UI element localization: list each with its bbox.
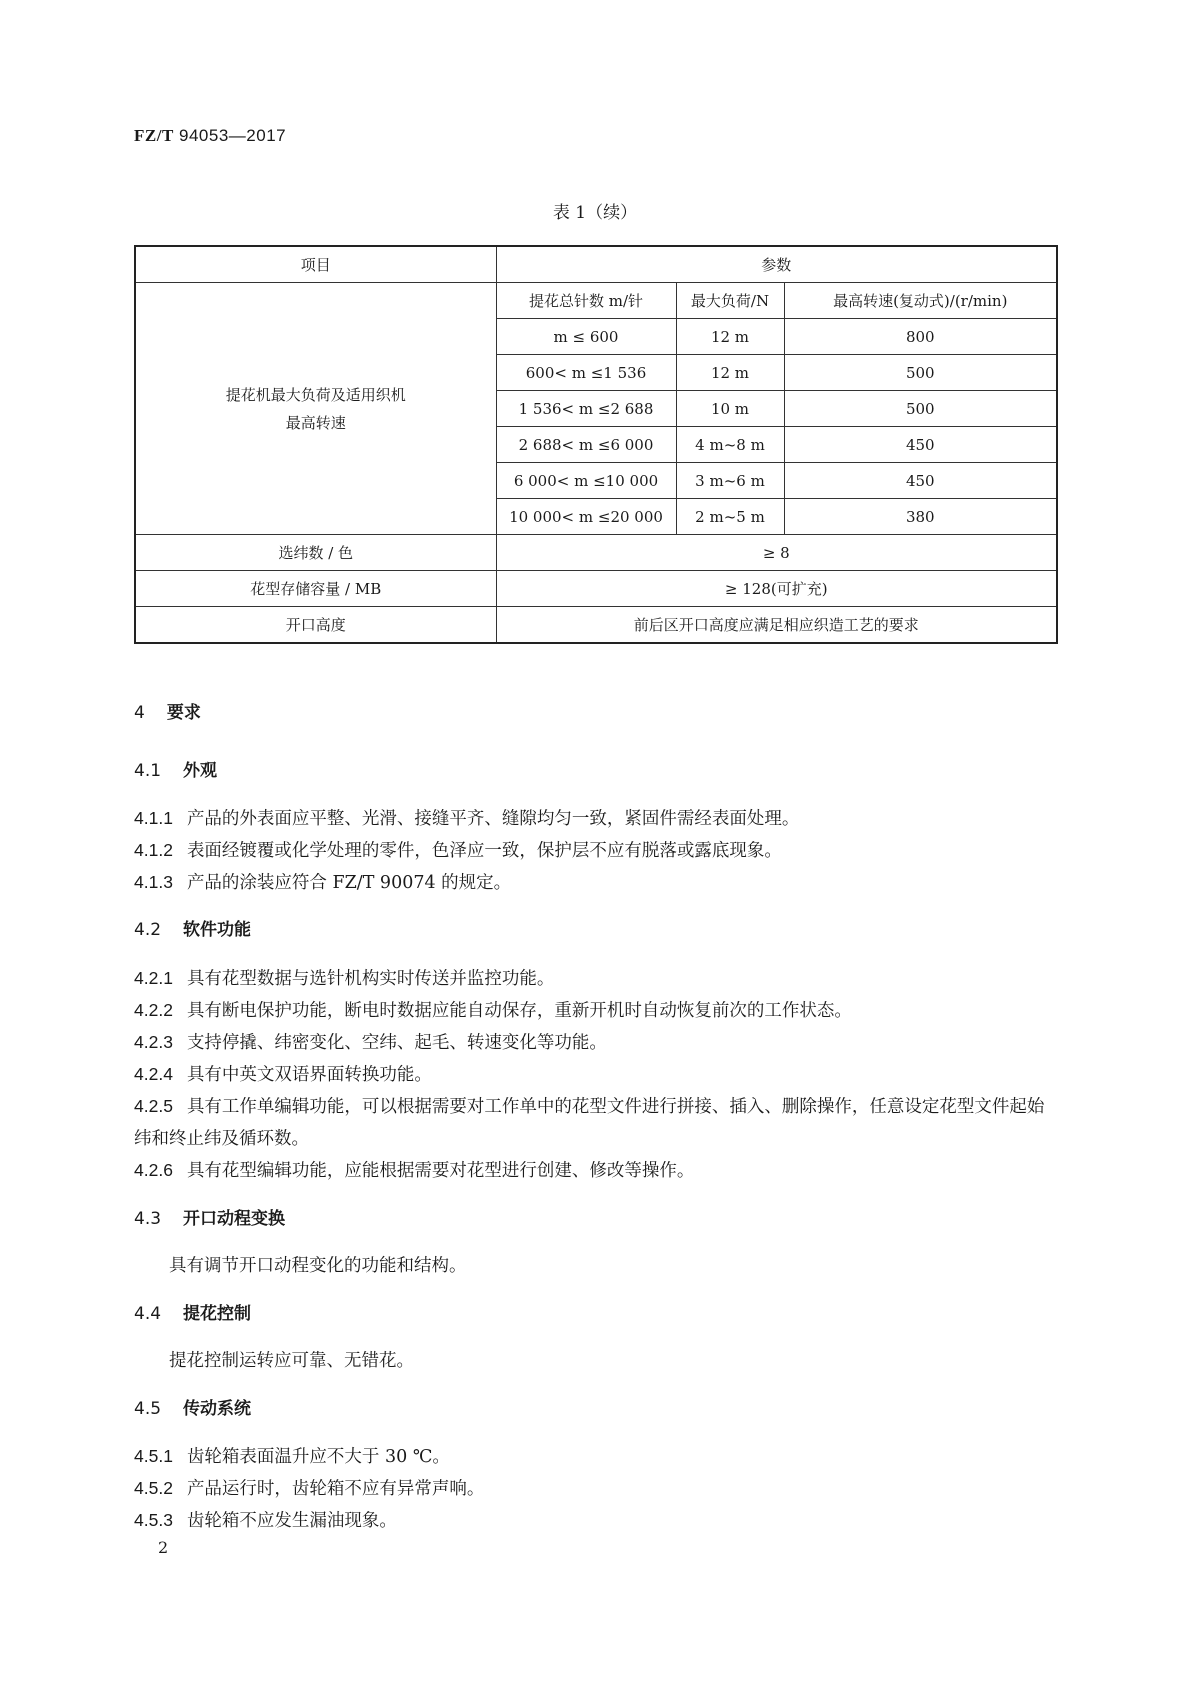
clause-number: 4.5.2 [134,1478,173,1498]
clause-text: 具有断电保护功能，断电时数据应能自动保存，重新开机时自动恢复前次的工作状态。 [186,1001,852,1021]
cell-needles: 600< m ≤1 536 [496,355,676,391]
cell-speed: 500 [784,391,1057,427]
document-code [134,126,286,146]
section-number: 4.2 [134,920,162,940]
section-heading-4-4 [134,1298,1056,1330]
clause-text: 具有工作单编辑功能，可以根据需要对工作单中的花型文件进行拼接、插入、删除操作，任意设定花型文件起始纬和终止纬及循环数。 [134,1097,1045,1149]
clause-text: 支持停撬、纬密变化、空纬、起毛、转速变化等功能。 [186,1033,607,1053]
clause-number: 4.2.1 [134,968,173,988]
cell-needles: 6 000< m ≤10 000 [496,463,676,499]
clause-number: 4.2.4 [134,1064,173,1084]
table-row [135,571,1057,607]
clause-4-2-6 [134,1154,1056,1187]
standard-prefix: FZ/T [134,126,174,145]
clause-number: 4.1.2 [134,840,173,860]
table-row [135,535,1057,571]
cell-speed: 380 [784,499,1057,535]
cell-item: 选纬数 / 色 [135,535,496,571]
merged-item-cell [135,283,496,535]
table-subheader-row [135,283,1057,319]
clause-4-5-1 [134,1440,1056,1473]
clause-4-5-2 [134,1472,1056,1505]
cell-speed: 500 [784,355,1057,391]
cell-needles: m ≤ 600 [496,319,676,355]
clause-number: 4.5.1 [134,1446,173,1466]
header-item: 项目 [135,246,496,283]
section-title: 开口动程变换 [183,1209,286,1229]
table-header-row [135,246,1057,283]
cell-item: 开口高度 [135,607,496,644]
section-number: 4.4 [134,1304,162,1324]
subheader-needles: 提花总针数 m/针 [496,283,676,319]
cell-needles: 2 688< m ≤6 000 [496,427,676,463]
clause-text: 齿轮箱不应发生漏油现象。 [186,1511,397,1531]
section-heading-4-3 [134,1203,1056,1235]
paragraph-4-4: 提花控制运转应可靠、无错花。 [169,1351,414,1371]
section-title: 提花控制 [183,1304,252,1324]
cell-speed: 450 [784,463,1057,499]
cell-value: 前后区开口高度应满足相应织造工艺的要求 [496,607,1057,644]
cell-speed: 450 [784,427,1057,463]
cell-load: 12 m [676,319,784,355]
cell-value: ≥ 8 [496,535,1057,571]
clause-text: 具有中英文双语界面转换功能。 [186,1065,432,1085]
section-heading-4-2 [134,914,1056,946]
clause-4-2-5 [134,1090,1056,1155]
clause-text: 具有花型编辑功能，应能根据需要对花型进行创建、修改等操作。 [186,1161,695,1181]
clause-4-2-2 [134,994,1056,1027]
section-title: 外观 [183,761,218,781]
section-number: 4.1 [134,761,162,781]
table-row [135,607,1057,644]
cell-load: 10 m [676,391,784,427]
section-heading-4 [134,697,1056,729]
cell-needles: 1 536< m ≤2 688 [496,391,676,427]
cell-load: 4 m~8 m [676,427,784,463]
merged-item-line2: 最高转速 [285,413,346,432]
cell-load: 2 m~5 m [676,499,784,535]
table-caption: 表 1（续） [552,203,638,223]
section-number: 4.3 [134,1209,162,1229]
section-number: 4 [134,703,145,723]
section-heading-4-1 [134,755,1056,787]
standard-number: 94053—2017 [173,126,287,145]
clause-4-5-3 [134,1504,1056,1537]
cell-load: 3 m~6 m [676,463,784,499]
subheader-speed: 最高转速(复动式)/(r/min) [784,283,1057,319]
clause-text: 产品的外表面应平整、光滑、接缝平齐、缝隙均匀一致，紧固件需经表面处理。 [186,809,800,829]
cell-needles: 10 000< m ≤20 000 [496,499,676,535]
clause-4-1-1 [134,802,1056,835]
clause-number: 4.1.1 [134,808,173,828]
clause-number: 4.2.2 [134,1000,173,1020]
section-number: 4.5 [134,1399,162,1419]
clause-text: 齿轮箱表面温升应不大于 30 ℃。 [186,1447,450,1467]
section-title: 软件功能 [183,920,252,940]
page-number: 2 [158,1538,169,1557]
cell-speed: 800 [784,319,1057,355]
section-title: 要求 [166,703,201,723]
clause-4-2-1 [134,962,1056,995]
clause-4-1-3 [134,866,1056,899]
clause-number: 4.2.3 [134,1032,173,1052]
clause-number: 4.2.6 [134,1160,173,1180]
cell-value: ≥ 128(可扩充) [496,571,1057,607]
merged-item-line1: 提花机最大负荷及适用织机 [225,385,406,404]
section-title: 传动系统 [183,1399,252,1419]
header-params: 参数 [496,246,1057,283]
paragraph-4-3: 具有调节开口动程变化的功能和结构。 [169,1256,467,1276]
clause-4-2-3 [134,1026,1056,1059]
clause-number: 4.2.5 [134,1096,173,1116]
clause-text: 产品运行时，齿轮箱不应有异常声响。 [186,1479,485,1499]
clause-number: 4.5.3 [134,1510,173,1530]
parameter-table [134,245,1058,644]
subheader-load: 最大负荷/N [676,283,784,319]
clause-number: 4.1.3 [134,872,173,892]
clause-text: 表面经镀覆或化学处理的零件，色泽应一致，保护层不应有脱落或露底现象。 [186,841,782,861]
clause-text: 产品的涂装应符合 FZ/T 90074 的规定。 [186,873,512,893]
clause-text: 具有花型数据与选针机构实时传送并监控功能。 [186,969,555,989]
cell-load: 12 m [676,355,784,391]
clause-4-1-2 [134,834,1056,867]
clause-4-2-4 [134,1058,1056,1091]
section-heading-4-5 [134,1393,1056,1425]
cell-item: 花型存储容量 / MB [135,571,496,607]
